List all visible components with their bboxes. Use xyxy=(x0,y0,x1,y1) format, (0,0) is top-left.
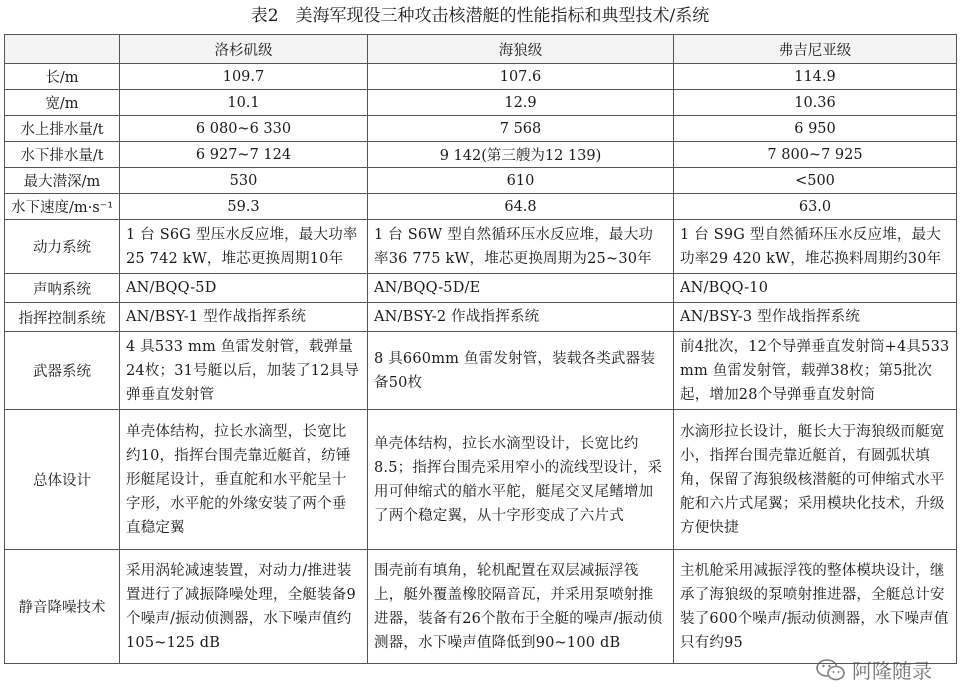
row-label: 声呐系统 xyxy=(5,274,120,303)
table-row xyxy=(5,410,957,550)
table-cell: 主机舱采用减振浮筏的整体模块设计，继承了海狼级的泵喷射推进器，全艇总计安装了600个噪声/振动侦测器，水下噪声值只有约95 xyxy=(674,550,957,664)
header-cell-los-angeles: 洛杉矶级 xyxy=(120,35,368,64)
table-cell: 12.9 xyxy=(368,90,674,116)
watermark-text: 阿隆随录 xyxy=(852,659,932,683)
row-label: 水上排水量/t xyxy=(5,116,120,142)
table-cell: 114.9 xyxy=(674,64,957,90)
table-cell: 63.0 xyxy=(674,194,957,220)
table-cell: 10.36 xyxy=(674,90,957,116)
table-cell: 单壳体结构，拉长水滴型设计，长宽比约8.5；指挥台围壳采用窄小的流线型设计，采用可伸缩式的艏水平舵，艇尾交叉尾鳍增加了两个稳定翼，从十字形变成了六片式 xyxy=(368,410,674,550)
row-label: 武器系统 xyxy=(5,332,120,410)
table-cell: AN/BQQ-5D xyxy=(120,274,368,303)
table-cell: AN/BSY-1 型作战指挥系统 xyxy=(120,303,368,332)
row-label: 动力系统 xyxy=(5,220,120,274)
table-cell: 围壳前有填角，轮机配置在双层减振浮筏上，艇外覆盖橡胶隔音瓦，并采用泵喷射推进器，装备有26个散布于全艇的噪声/振动侦测器，水下噪声值降低到90~100 dB xyxy=(368,550,674,664)
table-cell: 107.6 xyxy=(368,64,674,90)
table-cell: 4 具533 mm 鱼雷发射管，载弹量24枚；31号艇以后，加装了12具导弹垂直发射管 xyxy=(120,332,368,410)
table-cell: AN/BQQ-10 xyxy=(674,274,957,303)
table-cell: 1 台 S9G 型自然循环压水反应堆，最大功率29 420 kW，堆芯换料周期约30年 xyxy=(674,220,957,274)
table-cell: 7 568 xyxy=(368,116,674,142)
spec-table xyxy=(4,34,957,664)
header-cell-seawolf: 海狼级 xyxy=(368,35,674,64)
row-label: 长/m xyxy=(5,64,120,90)
row-label: 宽/m xyxy=(5,90,120,116)
table-cell: 64.8 xyxy=(368,194,674,220)
table-row xyxy=(5,332,957,410)
table-row xyxy=(5,90,957,116)
header-row xyxy=(5,35,957,64)
table-cell: 采用涡轮减速装置，对动力/推进装置进行了减振降噪处理，全艇装备9个噪声/振动侦测器，水下噪声值约105~125 dB xyxy=(120,550,368,664)
table-cell: 8 具660mm 鱼雷发射管，装载各类武器装备50枚 xyxy=(368,332,674,410)
table-cell: 单壳体结构，拉长水滴型，长宽比约10，指挥台围壳靠近艇首，纺锤形艇尾设计，垂直舵和水平舵呈十字形，水平舵的外缘安装了两个垂直稳定翼 xyxy=(120,410,368,550)
table-cell: <500 xyxy=(674,168,957,194)
header-cell-empty xyxy=(5,35,120,64)
row-label: 静音降噪技术 xyxy=(5,550,120,664)
table-cell: AN/BSY-3 型作战指挥系统 xyxy=(674,303,957,332)
table-cell: 7 800~7 925 xyxy=(674,142,957,168)
table-cell: 530 xyxy=(120,168,368,194)
table-row xyxy=(5,168,957,194)
row-label: 最大潜深/m xyxy=(5,168,120,194)
table-cell: 6 927~7 124 xyxy=(120,142,368,168)
watermark xyxy=(816,655,932,684)
table-row xyxy=(5,550,957,664)
table-cell: 6 080~6 330 xyxy=(120,116,368,142)
row-label: 指挥控制系统 xyxy=(5,303,120,332)
table-cell: 水滴形拉长设计，艇长大于海狼级而艇宽小，指挥台围壳靠近艇首，有圆弧状填角，保留了海狼级核潜艇的可伸缩式水平舵和六片式尾翼；采用模块化技术，升级方便快捷 xyxy=(674,410,957,550)
table-cell: AN/BQQ-5D/E xyxy=(368,274,674,303)
wechat-icon xyxy=(816,659,846,681)
row-label: 总体设计 xyxy=(5,410,120,550)
table-cell: 9 142(第三艘为12 139) xyxy=(368,142,674,168)
table-row xyxy=(5,116,957,142)
table-row xyxy=(5,194,957,220)
table-cell: 109.7 xyxy=(120,64,368,90)
table-row xyxy=(5,220,957,274)
table-cell: 1 台 S6W 型自然循环压水反应堆，最大功率36 775 kW，堆芯更换周期为25~30年 xyxy=(368,220,674,274)
table-row xyxy=(5,303,957,332)
table-cell: AN/BSY-2 作战指挥系统 xyxy=(368,303,674,332)
row-label: 水下排水量/t xyxy=(5,142,120,168)
table-cell: 59.3 xyxy=(120,194,368,220)
row-label: 水下速度/m·s⁻¹ xyxy=(5,194,120,220)
table-cell: 1 台 S6G 型压水反应堆，最大功率25 742 kW，堆芯更换周期10年 xyxy=(120,220,368,274)
table-row xyxy=(5,274,957,303)
table-row xyxy=(5,142,957,168)
table-row xyxy=(5,64,957,90)
table-caption: 表2 美海军现役三种攻击核潜艇的性能指标和典型技术/系统 xyxy=(250,6,710,26)
header-cell-virginia: 弗吉尼亚级 xyxy=(674,35,957,64)
table-cell: 610 xyxy=(368,168,674,194)
table-cell: 10.1 xyxy=(120,90,368,116)
table-cell: 6 950 xyxy=(674,116,957,142)
table-cell: 前4批次，12个导弹垂直发射筒+4具533 mm 鱼雷发射管，载弹38枚；第5批次起，增加28个导弹垂直发射筒 xyxy=(674,332,957,410)
